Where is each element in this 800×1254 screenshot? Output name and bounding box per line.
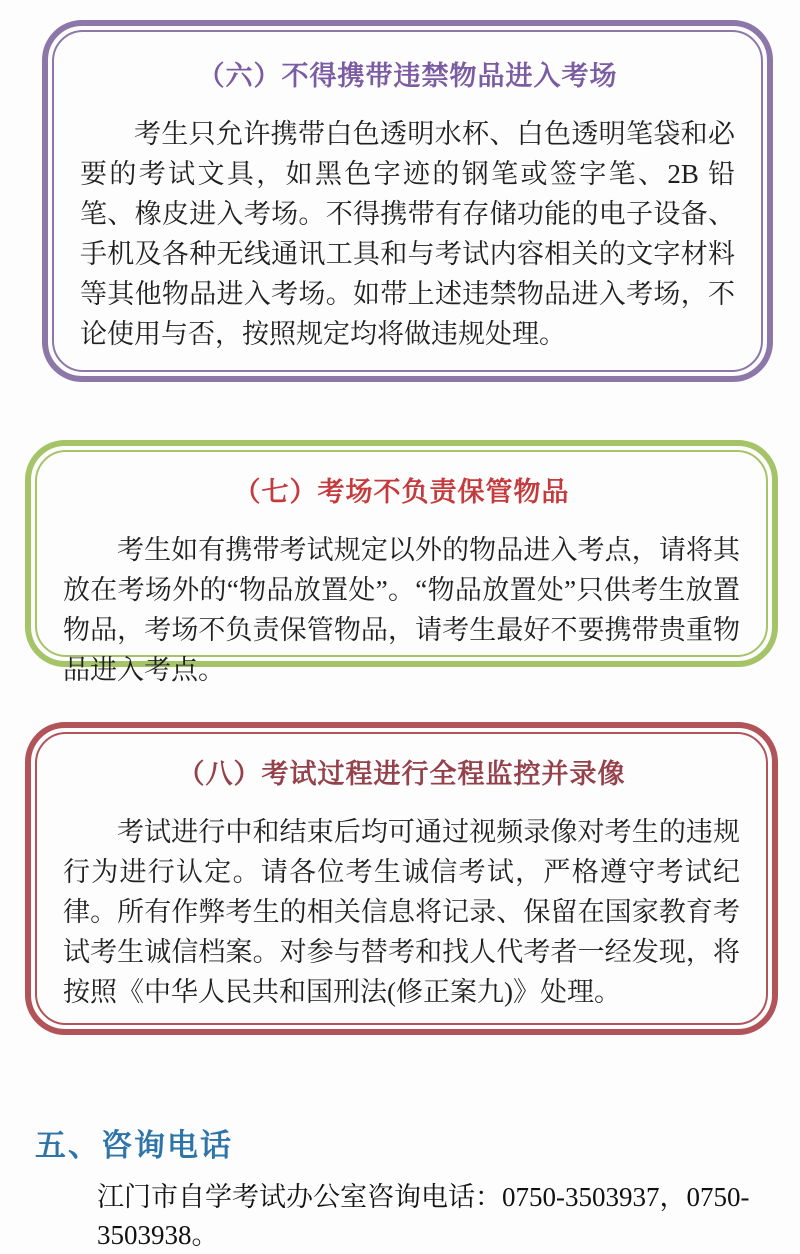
rule-box-six-inner-border bbox=[52, 30, 763, 372]
rule-box-seven bbox=[25, 440, 778, 685]
section-heading-consult-phone: 五、咨询电话 bbox=[35, 1128, 233, 1163]
rule-seven-title: （七）考场不负责保管物品 bbox=[233, 477, 570, 507]
rule-box-eight-inner-border bbox=[35, 732, 768, 1025]
contact-phone-line: 江门市自学考试办公室咨询电话：0750-3503937，0750-3503938。 bbox=[97, 1182, 750, 1250]
rule-box-six bbox=[42, 20, 773, 382]
rule-six-body: 考生只允许携带白色透明水杯、白色透明笔袋和必要的考试文具，如黑色字迹的钢笔或签字笔、2B 铅笔、橡皮进入考场。不得携带有存储功能的电子设备、手机及各种无线通讯工具和与考试内容相关的文字材料等其他物品进入考场。如带上述违禁物品进入考场，不论使用与否，按照规定均将做违规处理。 bbox=[80, 119, 735, 349]
rule-box-seven-inner-border bbox=[35, 450, 768, 685]
rule-seven-body: 考生如有携带考试规定以外的物品进入考点，请将其放在考场外的“物品放置处”。“物品放置处”只供考生放置物品，考场不负责保管物品，请考生最好不要携带贵重物品进入考点。 bbox=[63, 535, 740, 685]
rule-box-eight bbox=[25, 722, 778, 1035]
rule-six-title: （六）不得携带违禁物品进入考场 bbox=[197, 61, 618, 91]
rule-eight-title: （八）考试过程进行全程监控并录像 bbox=[177, 759, 626, 789]
rule-eight-body: 考试进行中和结束后均可通过视频录像对考生的违规行为进行认定。请各位考生诚信考试，严格遵守考试纪律。所有作弊考生的相关信息将记录、保留在国家教育考试考生诚信档案。对参与替考和找人代考者一经发现，将按照《中华人民共和国刑法(修正案九)》处理。 bbox=[63, 817, 740, 1007]
